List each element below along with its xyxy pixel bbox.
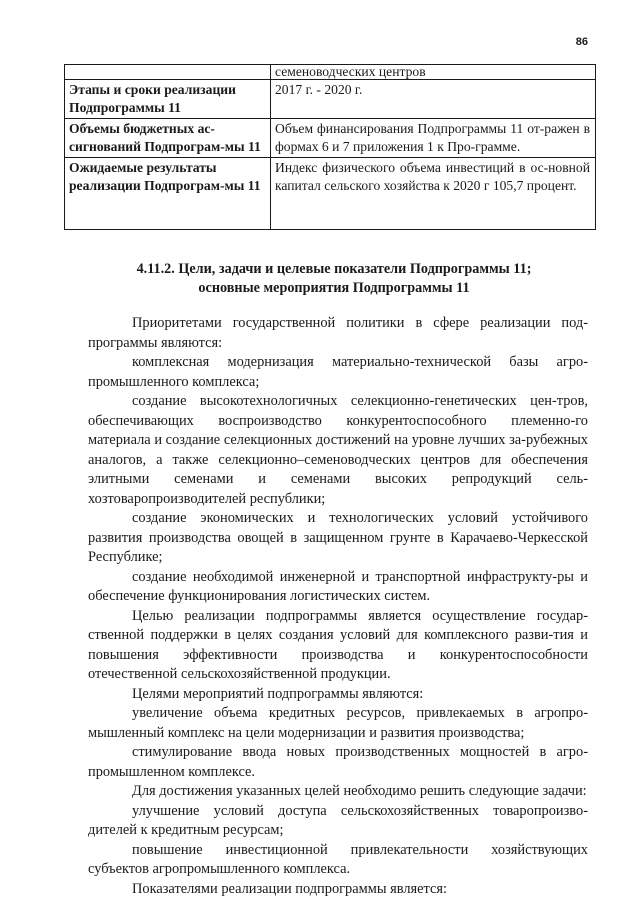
paragraph: создание высокотехнологичных селекционно-генетических цен-тров, обеспечивающих воспроизводство конкурентоспособного племенно-го материала и создание селекционных достижений на уровне лучших за-рубежных аналогов, а также селекционно–семеноводческих центров для обеспечения элитными семенами и семенами высоких репродукций сель-хозтоваропроизводителей республики; [88, 393, 588, 507]
section-heading [64, 260, 604, 298]
row-label [65, 65, 271, 80]
subprogram-passport-table [64, 64, 596, 230]
row-label: Объемы бюджетных ас-сигнований Подпрограм-мы 11 [65, 119, 271, 158]
row-value: 2017 г. - 2020 г. [271, 80, 596, 119]
paragraph: Целью реализации подпрограммы является осуществление государ-ственной поддержки в целях создания условий для комплексного разви-тия и повышения эффективности производства и конкурентоспособности отечественной сельскохозяйственной продукции. [88, 607, 588, 682]
section-heading-line: основные мероприятия Подпрограммы 11 [198, 280, 470, 296]
row-value: семеноводческих центров [271, 65, 596, 80]
paragraph: создание необходимой инженерной и транспортной инфраструкту-ры и обеспечение функционирования логистических систем. [88, 568, 588, 604]
table-row [65, 119, 596, 158]
paragraph: Целями мероприятий подпрограммы являются: [132, 685, 424, 702]
row-value: Объем финансирования Подпрограммы 11 от-ражен в формах 6 и 7 приложения 1 к Про-грамме. [271, 119, 596, 158]
paragraph: Приоритетами государственной политики в сфере реализации под-программы являются: [88, 315, 588, 351]
row-label: Этапы и сроки реализации Подпрограммы 11 [65, 80, 271, 119]
paragraph: улучшение условий доступа сельскохозяйственных товаропроизво-дителей к кредитным ресурсам; [88, 802, 588, 838]
paragraph: Показателями реализации подпрограммы является: [132, 880, 447, 897]
paragraph: создание экономических и технологических условий устойчивого развития производства овощей в защищенном грунте в Карачаево-Черкесской Республике; [88, 510, 588, 565]
paragraph: повышение инвестиционной привлекательности хозяйствующих субъектов агропромышленного комплекса. [88, 841, 588, 877]
section-heading-line: 4.11.2. Цели, задачи и целевые показатели Подпрограммы 11; [136, 261, 532, 277]
row-value: Индекс физического объема инвестиций в ос-новной капитал сельского хозяйства к 2020 г 105,7 процент. [271, 158, 596, 230]
page-number: 86 [575, 36, 588, 48]
table-row [65, 158, 596, 230]
paragraph: комплексная модернизация материально-технической базы агро-промышленного комплекса; [88, 354, 588, 390]
body-text [88, 314, 588, 899]
table-row [65, 65, 596, 80]
table-row [65, 80, 596, 119]
paragraph: увеличение объема кредитных ресурсов, привлекаемых в агропро-мышленный комплекс на цели модернизации и развития производства; [88, 705, 588, 741]
paragraph: Для достижения указанных целей необходимо решить следующие задачи: [132, 783, 587, 799]
row-label: Ожидаемые результаты реализации Подпрограм-мы 11 [65, 158, 271, 230]
paragraph: стимулирование ввода новых производственных мощностей в агро-промышленном комплексе. [88, 744, 588, 780]
